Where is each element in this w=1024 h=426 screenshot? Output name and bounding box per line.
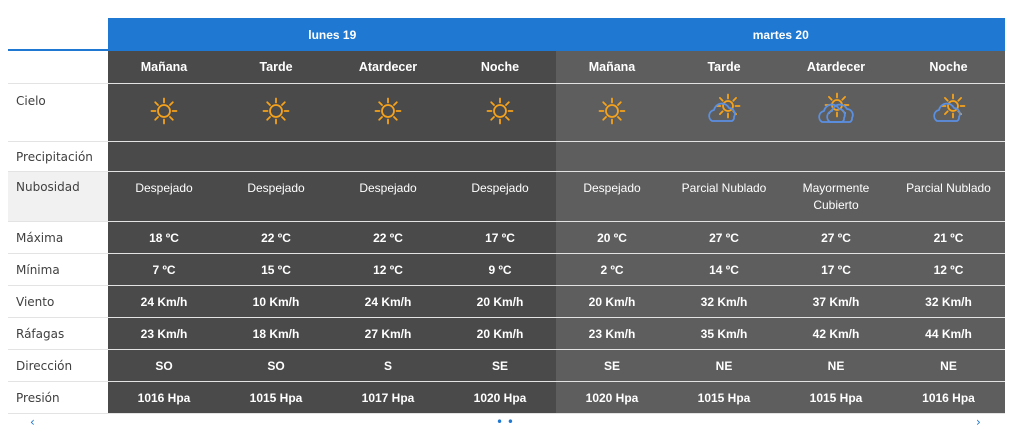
sky-cell-6 — [780, 84, 892, 141]
sky-cell-1 — [220, 84, 332, 141]
period-header-6: Atardecer — [780, 51, 892, 83]
gusts-cell-3: 20 Km/h — [444, 318, 556, 349]
pressure-row — [8, 382, 1005, 414]
sun-icon — [369, 92, 407, 133]
cloudiness-cell-7: Parcial Nublado — [892, 172, 1005, 221]
header-spacer — [8, 18, 108, 51]
pressure-cell-7: 1016 Hpa — [892, 382, 1005, 413]
cloudiness-cell-4: Despejado — [556, 172, 668, 221]
scroll-left-icon[interactable]: ‹ — [30, 415, 35, 426]
day-header-2: martes 20 — [557, 18, 1006, 51]
sky-cell-4 — [556, 84, 668, 141]
pager-dots-icon[interactable]: • • — [496, 415, 514, 426]
sun-icon — [593, 92, 631, 133]
precipitation-cell-2 — [332, 142, 444, 171]
gusts-cell-7: 44 Km/h — [892, 318, 1005, 349]
row-label-cloudiness: Nubosidad — [8, 172, 108, 221]
pressure-cell-0: 1016 Hpa — [108, 382, 220, 413]
wind-cell-3: 20 Km/h — [444, 286, 556, 317]
day-header-1: lunes 19 — [108, 18, 557, 51]
precipitation-cell-4 — [556, 142, 668, 171]
min-temp-cell-4: 2 ºC — [556, 254, 668, 285]
row-label-direction: Dirección — [8, 350, 108, 381]
cloudiness-cell-1: Despejado — [220, 172, 332, 221]
wind-cell-0: 24 Km/h — [108, 286, 220, 317]
precipitation-cell-6 — [780, 142, 892, 171]
max-temp-cell-1: 22 ºC — [220, 222, 332, 253]
gusts-cell-5: 35 Km/h — [668, 318, 780, 349]
cloudiness-cell-3: Despejado — [444, 172, 556, 221]
cloudiness-row — [8, 172, 1005, 222]
pressure-cell-1: 1015 Hpa — [220, 382, 332, 413]
min-temp-cell-5: 14 ºC — [668, 254, 780, 285]
gusts-row — [8, 318, 1005, 350]
min-temp-cell-1: 15 ºC — [220, 254, 332, 285]
sun-icon — [257, 92, 295, 133]
row-label-min: Mínima — [8, 254, 108, 285]
row-label-max: Máxima — [8, 222, 108, 253]
day-header-row — [8, 18, 1005, 51]
scroll-indicators — [0, 415, 1024, 426]
direction-cell-6: NE — [780, 350, 892, 381]
direction-cell-0: SO — [108, 350, 220, 381]
wind-cell-6: 37 Km/h — [780, 286, 892, 317]
period-label-spacer — [8, 51, 108, 83]
cloudiness-cell-6: Mayormente Cubierto — [780, 172, 892, 221]
max-temp-cell-0: 18 ºC — [108, 222, 220, 253]
wind-cell-7: 32 Km/h — [892, 286, 1005, 317]
gusts-cell-2: 27 Km/h — [332, 318, 444, 349]
gusts-cell-6: 42 Km/h — [780, 318, 892, 349]
sky-cell-5 — [668, 84, 780, 141]
sky-row — [8, 84, 1005, 142]
max-temp-cell-2: 22 ºC — [332, 222, 444, 253]
min-temp-cell-7: 12 ºC — [892, 254, 1005, 285]
period-header-2: Atardecer — [332, 51, 444, 83]
min-temp-cell-3: 9 ºC — [444, 254, 556, 285]
precipitation-row — [8, 142, 1005, 172]
partly-cloudy-icon — [930, 92, 968, 133]
precipitation-cell-0 — [108, 142, 220, 171]
direction-cell-5: NE — [668, 350, 780, 381]
gusts-cell-4: 23 Km/h — [556, 318, 668, 349]
direction-cell-4: SE — [556, 350, 668, 381]
sky-cell-0 — [108, 84, 220, 141]
pressure-cell-5: 1015 Hpa — [668, 382, 780, 413]
row-label-gusts: Ráfagas — [8, 318, 108, 349]
period-header-7: Noche — [892, 51, 1005, 83]
mostly-cloudy-icon — [817, 92, 855, 133]
row-label-wind: Viento — [8, 286, 108, 317]
max-temp-cell-6: 27 ºC — [780, 222, 892, 253]
wind-cell-4: 20 Km/h — [556, 286, 668, 317]
direction-cell-7: NE — [892, 350, 1005, 381]
period-row — [8, 51, 1005, 84]
scroll-right-icon[interactable]: › — [976, 415, 981, 426]
precipitation-cell-7 — [892, 142, 1005, 171]
gusts-cell-0: 23 Km/h — [108, 318, 220, 349]
wind-cell-5: 32 Km/h — [668, 286, 780, 317]
direction-cell-2: S — [332, 350, 444, 381]
period-header-5: Tarde — [668, 51, 780, 83]
wind-cell-2: 24 Km/h — [332, 286, 444, 317]
precipitation-cell-5 — [668, 142, 780, 171]
max-temp-cell-4: 20 ºC — [556, 222, 668, 253]
cloudiness-cell-0: Despejado — [108, 172, 220, 221]
precipitation-cell-1 — [220, 142, 332, 171]
wind-row — [8, 286, 1005, 318]
max-temp-cell-7: 21 ºC — [892, 222, 1005, 253]
period-header-4: Mañana — [556, 51, 668, 83]
sky-cell-2 — [332, 84, 444, 141]
sun-icon — [145, 92, 183, 133]
sky-cell-3 — [444, 84, 556, 141]
pressure-cell-2: 1017 Hpa — [332, 382, 444, 413]
pressure-cell-6: 1015 Hpa — [780, 382, 892, 413]
pressure-cell-4: 1020 Hpa — [556, 382, 668, 413]
gusts-cell-1: 18 Km/h — [220, 318, 332, 349]
min-temp-cell-6: 17 ºC — [780, 254, 892, 285]
max-temp-row — [8, 222, 1005, 254]
min-temp-cell-2: 12 ºC — [332, 254, 444, 285]
max-temp-cell-3: 17 ºC — [444, 222, 556, 253]
wind-cell-1: 10 Km/h — [220, 286, 332, 317]
row-label-precipitation: Precipitación — [8, 142, 108, 171]
cloudiness-cell-2: Despejado — [332, 172, 444, 221]
pressure-cell-3: 1020 Hpa — [444, 382, 556, 413]
min-temp-cell-0: 7 ºC — [108, 254, 220, 285]
period-header-0: Mañana — [108, 51, 220, 83]
max-temp-cell-5: 27 ºC — [668, 222, 780, 253]
sun-icon — [481, 92, 519, 133]
direction-cell-1: SO — [220, 350, 332, 381]
cloudiness-cell-5: Parcial Nublado — [668, 172, 780, 221]
row-label-sky: Cielo — [8, 84, 108, 141]
period-header-3: Noche — [444, 51, 556, 83]
direction-cell-3: SE — [444, 350, 556, 381]
partly-cloudy-icon — [705, 92, 743, 133]
precipitation-cell-3 — [444, 142, 556, 171]
sky-cell-7 — [892, 84, 1005, 141]
min-temp-row — [8, 254, 1005, 286]
forecast-table — [8, 18, 1005, 414]
period-header-1: Tarde — [220, 51, 332, 83]
direction-row — [8, 350, 1005, 382]
row-label-pressure: Presión — [8, 382, 108, 413]
